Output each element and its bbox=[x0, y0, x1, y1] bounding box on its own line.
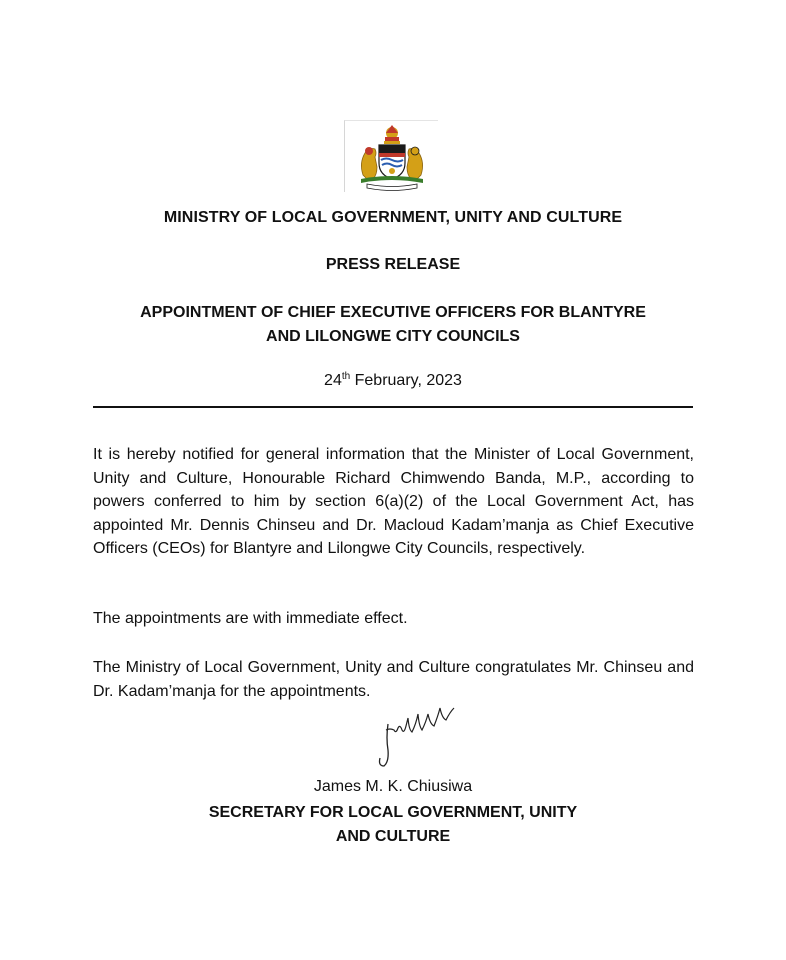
body-paragraph-1: It is hereby notified for general information that the Minister of Local Government, Unity and Culture, Honourable Richard Chimwendo Banda, M.P., according to powers conferred to him by section 6(a)(2) of the Local Government Act, has appointed Mr. Dennis Chinseu and Dr. Macloud Kadam’manja as Chief Executive Officers (CEOs) for Blantyre and Lilongwe City Councils, respectively. bbox=[93, 446, 694, 557]
subject-line-2: AND LILONGWE CITY COUNCILS bbox=[266, 328, 520, 345]
body-paragraph-3: The Ministry of Local Government, Unity and Culture congratulates Mr. Chinseu and Dr. Kadam’manja for the appointments. bbox=[93, 659, 694, 700]
coat-of-arms bbox=[344, 120, 438, 192]
body-paragraph-2: The appointments are with immediate effect. bbox=[93, 610, 408, 627]
ministry-heading: MINISTRY OF LOCAL GOVERNMENT, UNITY AND CULTURE bbox=[163, 209, 623, 226]
document-type: PRESS RELEASE bbox=[325, 256, 461, 273]
signatory-name: James M. K. Chiusiwa bbox=[313, 778, 473, 795]
malawi-coat-of-arms-icon bbox=[351, 123, 433, 191]
subject-heading bbox=[0, 301, 786, 349]
date-month-year: February, 2023 bbox=[350, 372, 462, 389]
signatory-title-line-2: AND CULTURE bbox=[335, 828, 451, 845]
handwritten-signature bbox=[374, 704, 470, 770]
date-suffix: th bbox=[341, 371, 351, 382]
divider bbox=[93, 406, 693, 408]
subject-line-1: APPOINTMENT OF CHIEF EXECUTIVE OFFICERS FOR BLANTYRE bbox=[140, 304, 646, 321]
release-date bbox=[0, 372, 786, 390]
signatory-title-line-1: SECRETARY FOR LOCAL GOVERNMENT, UNITY bbox=[208, 804, 578, 821]
signatory-title bbox=[0, 801, 786, 849]
date-day: 24 bbox=[324, 372, 342, 389]
